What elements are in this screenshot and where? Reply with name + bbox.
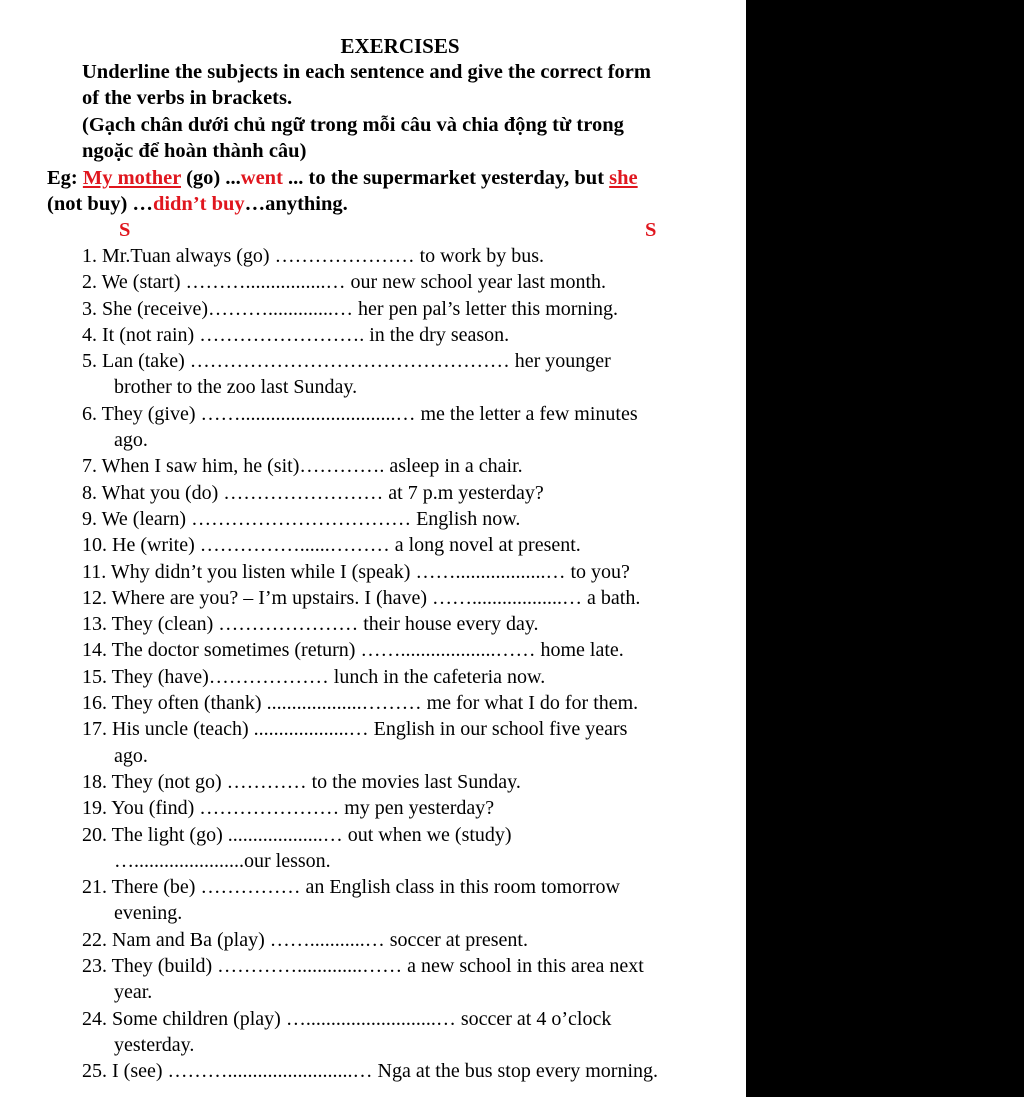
exercise-text: 7. When I saw him, he (sit)…………. asleep in a chair.	[82, 455, 523, 478]
instruction-vietnamese-line-2: ngoặc để hoàn thành câu)	[82, 140, 307, 163]
exercise-item	[0, 453, 746, 479]
exercise-text: 11. Why didn’t you listen while I (speak) ……..................… to you?	[82, 560, 630, 583]
exercise-text: 24. Some children (play) …..........................… soccer at 4 o’clock	[82, 1007, 612, 1030]
exercise-item	[0, 348, 746, 401]
exercise-text-continued: ago.	[114, 429, 148, 452]
exercise-text-continued: evening.	[114, 902, 183, 925]
exercise-item	[0, 506, 746, 532]
exercise-item	[0, 322, 746, 348]
exercise-text: 5. Lan (take) ………………………………………… her younger	[82, 350, 611, 373]
exercise-item	[0, 874, 746, 927]
example-subject-2: she	[609, 167, 638, 189]
example-text-1: (go) ...	[180, 167, 241, 189]
instruction-vietnamese	[82, 112, 754, 165]
exercise-item	[0, 664, 746, 690]
example-subject-1: My mother	[82, 167, 181, 189]
exercise-text: 12. Where are you? – I’m upstairs. I (have) ……..................… a bath.	[82, 586, 641, 609]
exercise-text: 17. His uncle (teach) ...................… English in our school five years	[82, 718, 628, 741]
exercise-item	[0, 953, 746, 1006]
instruction-vietnamese-line-1: (Gạch chân dưới chủ ngữ trong mỗi câu và chia động từ trong	[82, 114, 624, 136]
exercise-item	[0, 401, 746, 454]
exercise-item	[0, 296, 746, 322]
exercise-item	[0, 585, 746, 611]
exercise-item	[0, 795, 746, 821]
example-text-4: …anything.	[244, 193, 348, 216]
instruction-english	[82, 59, 754, 112]
exercise-text: 23. They (build) ………….............…… a new school in this area next	[82, 955, 644, 978]
exercise-text: 20. The light (go) ...................… out when we (study)	[82, 823, 512, 846]
exercise-text: 1. Mr.Tuan always (go) ………………… to work by bus.	[82, 245, 545, 267]
exercise-text: 16. They often (thank) ...................……… me for what I do for them.	[82, 692, 639, 715]
exercise-item	[0, 559, 746, 585]
exercise-item	[0, 1006, 746, 1059]
exercise-item	[0, 927, 746, 953]
exercise-item	[0, 243, 746, 269]
exercise-item	[0, 690, 746, 716]
subject-marker-1: S	[119, 219, 131, 241]
example-sentence	[47, 165, 737, 218]
exercise-text: 10. He (write) ……………......……… a long novel at present.	[82, 534, 581, 557]
exercise-text: 4. It (not rain) ……………………. in the dry season.	[82, 323, 510, 346]
example-verb-2: didn’t buy	[152, 193, 245, 216]
subject-marker-2: S	[645, 219, 657, 241]
example-text-3: (not buy) …	[47, 193, 153, 216]
instruction-english-line-1: Underline the subjects in each sentence and give the correct form	[82, 61, 651, 83]
exercise-item	[0, 637, 746, 663]
exercise-text-continued: brother to the zoo last Sunday.	[114, 376, 358, 399]
exercise-text: 14. The doctor sometimes (return) ……...................…… home late.	[82, 639, 624, 662]
exercise-text-continued: year.	[114, 981, 153, 1004]
exercise-item	[0, 716, 746, 769]
exercise-item	[0, 822, 746, 875]
exercise-text-continued: …......................our lesson.	[114, 849, 331, 872]
exercise-text: 25. I (see) ……….........................… Nga at the bus stop every morning.	[82, 1060, 659, 1083]
exercise-item	[0, 532, 746, 558]
example-line-1	[47, 165, 737, 191]
exercise-text: 3. She (receive)……….............… her pen pal’s letter this morning.	[82, 297, 618, 320]
exercise-item	[0, 269, 746, 295]
example-text-2: ... to the supermarket yesterday, but	[282, 167, 610, 189]
instruction-english-line-2: of the verbs in brackets.	[82, 87, 293, 110]
exercise-item	[0, 480, 746, 506]
exercise-text: 22. Nam and Ba (play) ……...........… soccer at present.	[82, 928, 528, 951]
exercise-text: 2. We (start) ………................… our new school year last month.	[82, 271, 607, 294]
example-prefix: Eg:	[47, 167, 83, 189]
exercise-text: 9. We (learn) …………………………… English now.	[82, 507, 521, 530]
exercise-text: 13. They (clean) ………………… their house every day.	[82, 613, 539, 636]
exercise-list	[0, 243, 746, 1085]
exercise-text: 19. You (find) ………………… my pen yesterday?	[82, 797, 495, 820]
exercise-item	[0, 611, 746, 637]
example-line-2	[47, 191, 737, 217]
exercise-text: 18. They (not go) ………… to the movies last Sunday.	[82, 770, 521, 793]
exercise-item	[0, 1058, 746, 1084]
example-verb-1: went	[240, 167, 283, 189]
exercise-text: 21. There (be) …………… an English class in this room tomorrow	[82, 876, 620, 899]
exercise-text: 15. They (have)……………… lunch in the cafeteria now.	[82, 665, 546, 688]
exercise-text: 8. What you (do) …………………… at 7 p.m yesterday?	[82, 481, 544, 504]
exercise-text-continued: yesterday.	[114, 1033, 195, 1056]
exercise-text-continued: ago.	[114, 744, 148, 767]
exercise-text: 6. They (give) ……...............................… me the letter a few minutes	[82, 402, 638, 425]
exercise-item	[0, 769, 746, 795]
page-title: EXERCISES	[340, 34, 460, 58]
